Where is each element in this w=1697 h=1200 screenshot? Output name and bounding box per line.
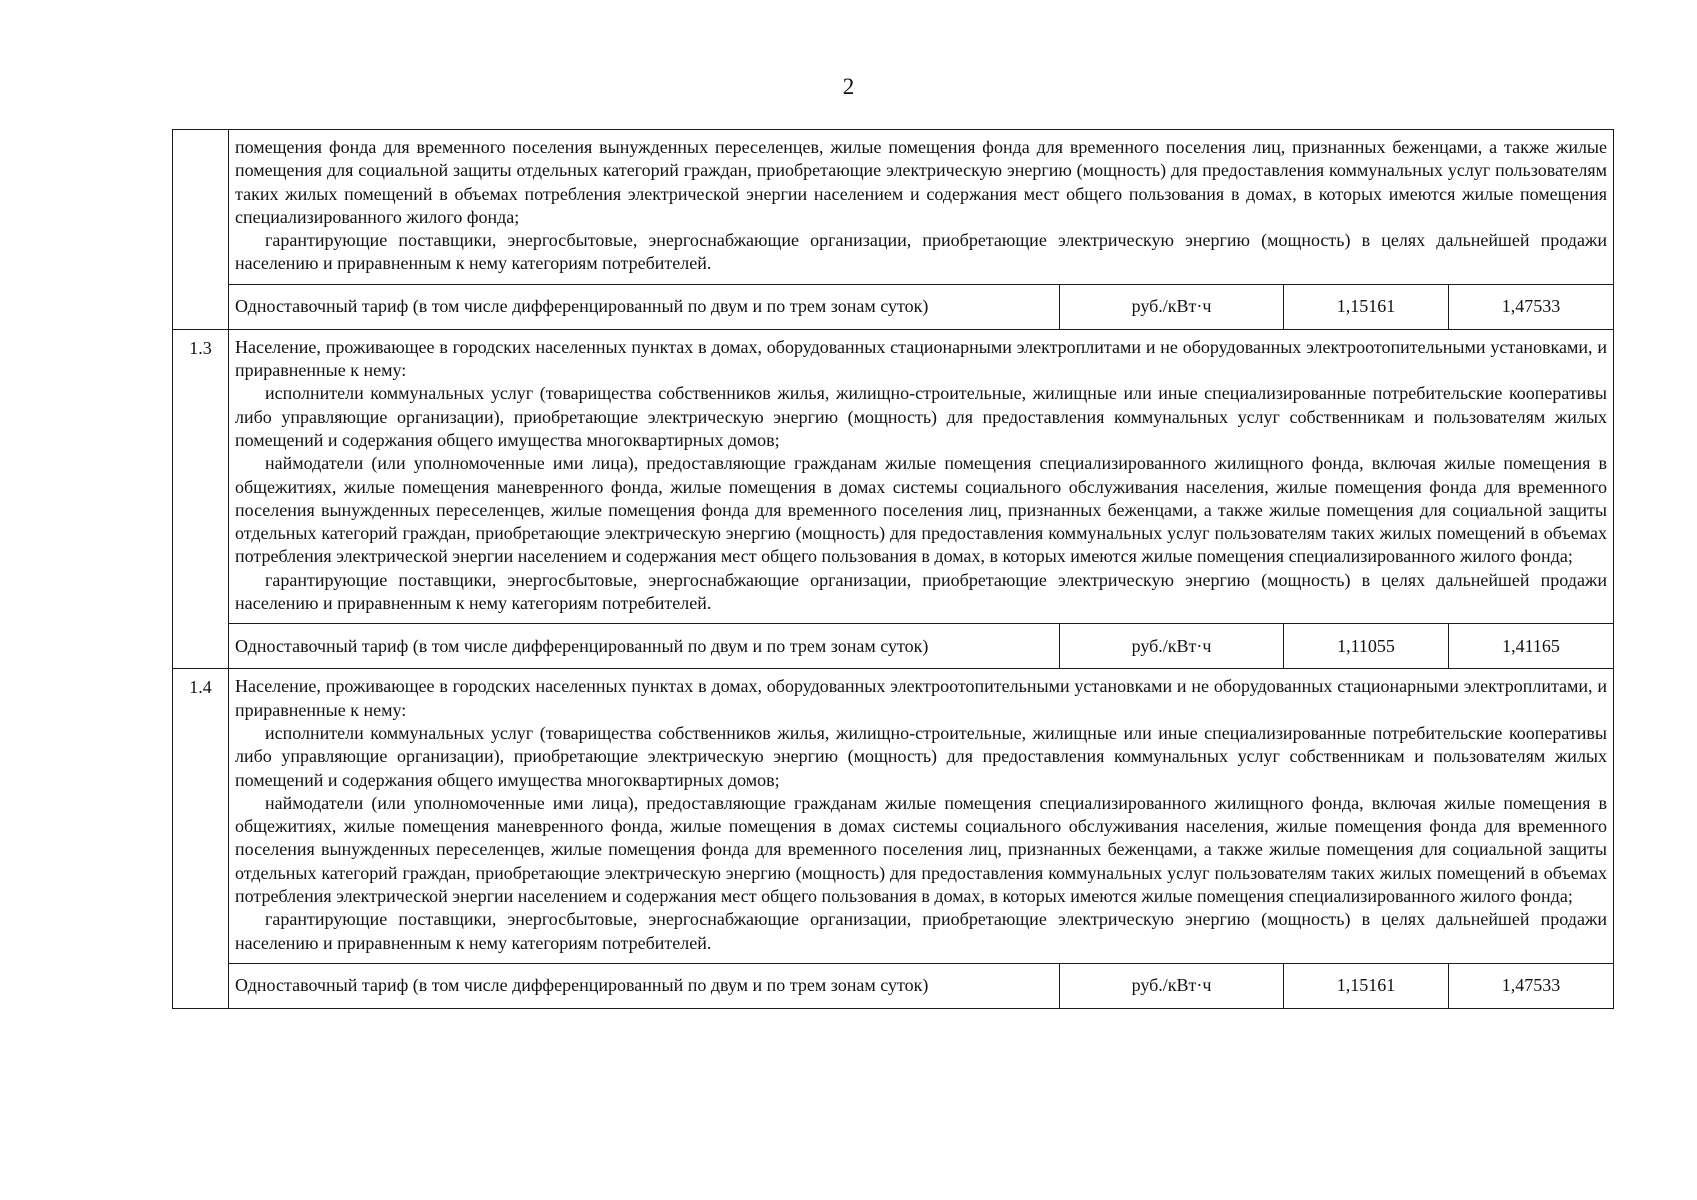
description-paragraph: исполнители коммунальных услуг (товарищества собственников жилья, жилищно-строительные, жилищные или иные специализированные потребительские кооперативы либо управляющие организации), приобретающие электрическую энергию (мощность) для предоставления коммунальных услуг собственникам и пользователям жилых помещений и содержания общего имущества многоквартирных домов;	[235, 722, 1608, 790]
tariff-label: Одноставочный тариф (в том числе дифференцированный по двум и по трем зонам суток)	[229, 624, 1060, 669]
row-description	[229, 329, 1614, 624]
description-paragraph: Население, проживающее в городских населенных пунктах в домах, оборудованных стационарными электроплитами и не оборудованных электроотопительными установками, и приравненные к нему:	[235, 336, 1608, 381]
table-row-description	[173, 329, 1614, 624]
row-number: 1.3	[173, 329, 229, 669]
tariff-value-first-half: 1,11055	[1284, 624, 1449, 669]
tariff-value-first-half: 1,15161	[1284, 284, 1449, 329]
tariff-value-second-half: 1,41165	[1449, 624, 1614, 669]
row-number	[173, 130, 229, 330]
tariff-value-first-half: 1,15161	[1284, 963, 1449, 1008]
description-paragraph: Население, проживающее в городских населенных пунктах в домах, оборудованных электроотопительными установками и не оборудованных стационарными электроплитами, и приравненные к нему:	[235, 676, 1608, 720]
description-paragraph: гарантирующие поставщики, энергосбытовые, энергоснабжающие организации, приобретающие электрическую энергию (мощность) в целях дальнейшей продажи населению и приравненным к нему категориям потребителей.	[235, 569, 1608, 614]
tariff-value-second-half: 1,47533	[1449, 963, 1614, 1008]
row-description	[229, 669, 1614, 964]
description-paragraph: исполнители коммунальных услуг (товарищества собственников жилья, жилищно-строительные, жилищные или иные специализированные потребительские кооперативы либо управляющие организации), приобретающие электрическую энергию (мощность) для предоставления коммунальных услуг собственникам и пользователям жилых помещений и содержания общего имущества многоквартирных домов;	[235, 383, 1608, 450]
table-row-tariff	[173, 284, 1614, 329]
tariff-value-second-half: 1,47533	[1449, 284, 1614, 329]
table-row-tariff	[173, 624, 1614, 669]
tariff-label: Одноставочный тариф (в том числе дифференцированный по двум и по трем зонам суток)	[229, 284, 1060, 329]
tariff-unit: руб./кВт·ч	[1060, 963, 1284, 1008]
description-paragraph: гарантирующие поставщики, энергосбытовые, энергоснабжающие организации, приобретающие электрическую энергию (мощность) в целях дальнейшей продажи населению и приравненным к нему категориям потребителей.	[235, 909, 1608, 953]
description-paragraph: наймодатели (или уполномоченные ими лица), предоставляющие гражданам жилые помещения специализированного жилищного фонда, включая жилые помещения в общежитиях, жилые помещения маневренного фонда, жилые помещения в домах системы социального обслуживания населения, жилые помещения фонда для временного поселения вынужденных переселенцев, жилые помещения фонда для временного поселения лиц, признанных беженцами, а также жилые помещения для социальной защиты отдельных категорий граждан, приобретающие электрическую энергию (мощность) для предоставления коммунальных услуг пользователям таких жилых помещений в объемах потребления электрической энергии населением и содержания мест общего пользования в домах, в которых имеются жилые помещения специализированного жилого фонда;	[235, 453, 1608, 567]
table-row-description	[173, 130, 1614, 285]
row-description	[229, 130, 1614, 285]
tariff-unit: руб./кВт·ч	[1060, 624, 1284, 669]
tariff-label: Одноставочный тариф (в том числе дифференцированный по двум и по трем зонам суток)	[229, 963, 1060, 1008]
description-paragraph: наймодатели (или уполномоченные ими лица), предоставляющие гражданам жилые помещения специализированного жилищного фонда, включая жилые помещения в общежитиях, жилые помещения маневренного фонда, жилые помещения в домах системы социального обслуживания населения, жилые помещения фонда для временного поселения вынужденных переселенцев, жилые помещения фонда для временного поселения лиц, признанных беженцами, а также жилые помещения для социальной защиты отдельных категорий граждан, приобретающие электрическую энергию (мощность) для предоставления коммунальных услуг пользователям таких жилых помещений в объемах потребления электрической энергии населением и содержания мест общего пользования в домах, в которых имеются жилые помещения специализированного жилого фонда;	[235, 792, 1608, 907]
page-number: 2	[842, 74, 855, 99]
table-row-tariff	[173, 963, 1614, 1008]
description-paragraph: помещения фонда для временного поселения вынужденных переселенцев, жилые помещения фонда для временного поселения лиц, признанных беженцами, а также жилые помещения для социальной защиты отдельных категорий граждан, приобретающие электрическую энергию (мощность) для предоставления коммунальных услуг пользователям таких жилых помещений в объемах потребления электрической энергии населением и содержания мест общего пользования в домах, в которых имеются жилые помещения специализированного жилого фонда;	[235, 137, 1608, 227]
tariff-table	[172, 129, 1614, 1009]
description-paragraph: гарантирующие поставщики, энергосбытовые, энергоснабжающие организации, приобретающие электрическую энергию (мощность) в целях дальнейшей продажи населению и приравненным к нему категориям потребителей.	[235, 230, 1608, 274]
tariff-unit: руб./кВт·ч	[1060, 284, 1284, 329]
row-number: 1.4	[173, 669, 229, 1009]
table-row-description	[173, 669, 1614, 964]
